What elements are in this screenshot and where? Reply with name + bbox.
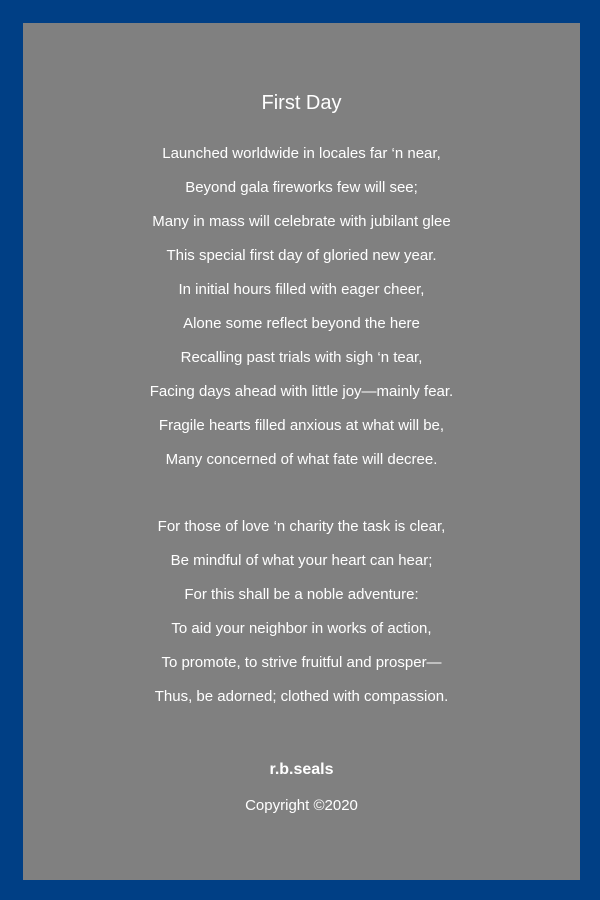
poem-panel [23,23,580,880]
poem-line: To promote, to strive fruitful and prosper— [161,654,442,671]
poem-line: Alone some reflect beyond the here [183,315,420,332]
poem-line: Fragile hearts filled anxious at what will be, [158,417,445,434]
poem-title: First Day [261,92,342,114]
stanza-1 [23,137,580,477]
poem-line: For those of love ‘n charity the task is clear, [157,518,446,535]
poem-line: For this shall be a noble adventure: [184,586,419,603]
stanza-2 [23,510,580,714]
copyright-notice: Copyright ©2020 [245,797,358,814]
poem-line: Recalling past trials with sigh ‘n tear, [180,349,423,366]
poem-line: Facing days ahead with little joy—mainly fear. [149,383,454,400]
poem-line: To aid your neighbor in works of action, [171,620,432,637]
poem-line: This special first day of gloried new year. [166,247,437,264]
poem-line: Launched worldwide in locales far ‘n near, [162,145,441,162]
poem-line: Beyond gala fireworks few will see; [185,179,418,196]
poem-line: In initial hours filled with eager cheer, [178,281,425,298]
author-name: r.b.seals [269,761,334,778]
poem-line: Many concerned of what fate will decree. [165,451,438,468]
poem-line: Many in mass will celebrate with jubilant glee [152,213,451,230]
poem-line: Be mindful of what your heart can hear; [170,552,433,569]
poem-line: Thus, be adorned; clothed with compassion. [154,688,449,705]
